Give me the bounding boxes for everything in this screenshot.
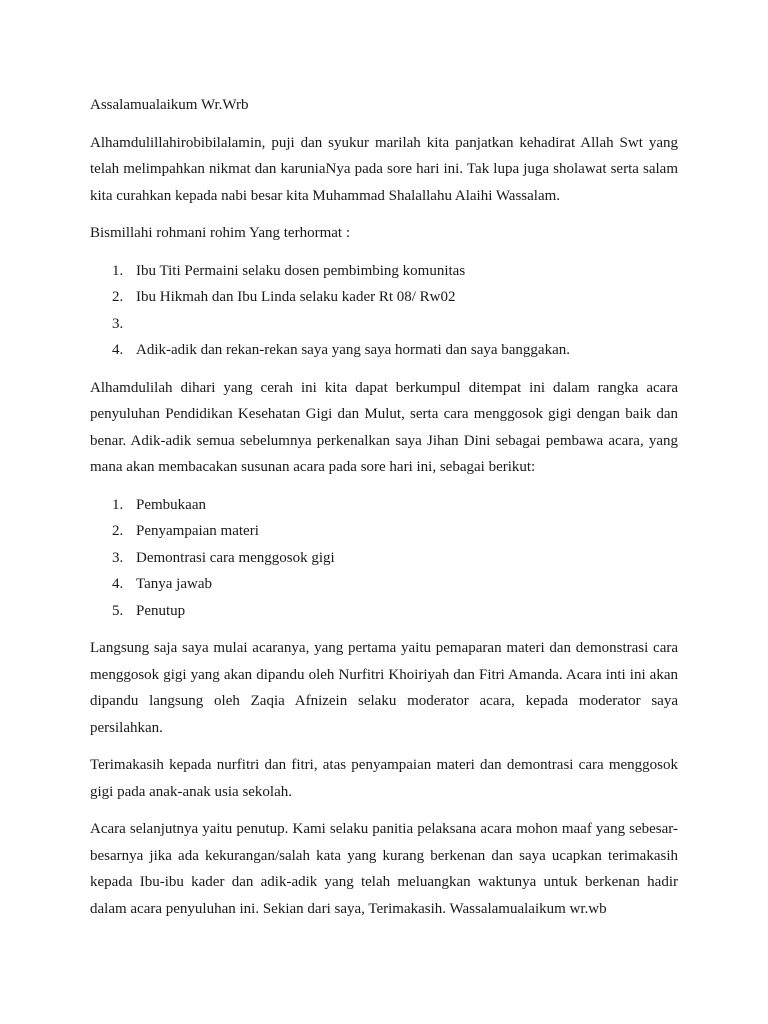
list-item — [90, 492, 678, 519]
list-number: 4. — [112, 342, 124, 358]
list-number: 1. — [112, 496, 124, 513]
event-paragraph: Alhamdulilah dihari yang cerah ini kita dapat berkumpul ditempat ini dalam rangka acara penyuluhan Pendidikan Kesehatan Gigi dan Mulut, serta cara menggosok gigi dengan baik dan benar. Adik-adik semua sebelumnya perkenalkan saya Jihan Dini sebagai pembawa acara, yang mana akan membacakan susunan acara pada sore hari ini, sebagai berikut: — [90, 379, 678, 475]
list-item-text: Adik-adik dan rekan-rekan saya yang saya hormati dan saya banggakan. — [136, 342, 570, 358]
greeting: Assalamualaikum Wr.Wrb — [90, 97, 249, 113]
list-number: 1. — [112, 262, 124, 279]
list-number: 2. — [112, 289, 124, 305]
start-paragraph: Langsung saja saya mulai acaranya, yang pertama yaitu pemaparan materi dan demonstrasi cara menggosok gigi yang akan dipandu oleh Nurfitri Khoiriyah dan Fitri Amanda. Acara inti ini akan dipandu langsung oleh Zaqia Afnizein selaku moderator acara, kepada moderator saya persilahkan. — [90, 640, 678, 736]
closing-paragraph: Acara selanjutnya yaitu penutup. Kami selaku panitia pelaksana acara mohon maaf yang sebesar-besarnya jika ada kekurangan/salah kata yang kurang berkenan dan saya ucapkan terimakasih kepada Ibu-ibu kader dan adik-adik yang telah meluangkan waktunya untuk berkenan hadir dalam acara penyuluhan ini. Sekian dari saya, Terimakasih. Wassalamualaikum wr.wb — [90, 821, 678, 917]
list-item — [90, 284, 678, 311]
opening-paragraph: Alhamdulillahirobibilalamin, puji dan syukur marilah kita panjatkan kehadirat Allah Swt yang telah melimpahkan nikmat dan karuniaNya pada sore hari ini. Tak lupa juga sholawat serta salam kita curahkan kepada nabi besar kita Muhammad Shalallahu Alaihi Wassalam. — [90, 134, 678, 204]
list-number: 3. — [112, 549, 124, 566]
list-item-text: Penyampaian materi — [136, 523, 259, 539]
honorees-list — [90, 258, 678, 364]
list-item-text: Ibu Hikmah dan Ibu Linda selaku kader Rt 08/ Rw02 — [136, 289, 456, 305]
thanks-paragraph: Terimakasih kepada nurfitri dan fitri, atas penyampaian materi dan demontrasi cara menggosok gigi pada anak-anak usia sekolah. — [90, 757, 678, 800]
list-item — [90, 258, 678, 285]
list-item-text: Ibu Titi Permaini selaku dosen pembimbing komunitas — [136, 262, 466, 279]
list-item — [90, 311, 678, 338]
list-number: 5. — [112, 602, 124, 619]
list-item-text: Tanya jawab — [136, 576, 212, 592]
list-number: 2. — [112, 523, 124, 539]
list-item — [90, 337, 678, 364]
list-item-text: Demontrasi cara menggosok gigi — [136, 549, 335, 566]
list-item — [90, 571, 678, 598]
respect-intro: Bismillahi rohmani rohim Yang terhormat : — [90, 225, 350, 241]
list-item-text: Penutup — [136, 602, 186, 619]
list-item — [90, 598, 678, 625]
list-number: 4. — [112, 576, 124, 592]
agenda-list — [90, 492, 678, 625]
list-item — [90, 545, 678, 572]
list-item — [90, 518, 678, 545]
document-page — [90, 92, 678, 933]
list-number: 3. — [112, 315, 124, 332]
list-item-text: Pembukaan — [136, 496, 206, 513]
